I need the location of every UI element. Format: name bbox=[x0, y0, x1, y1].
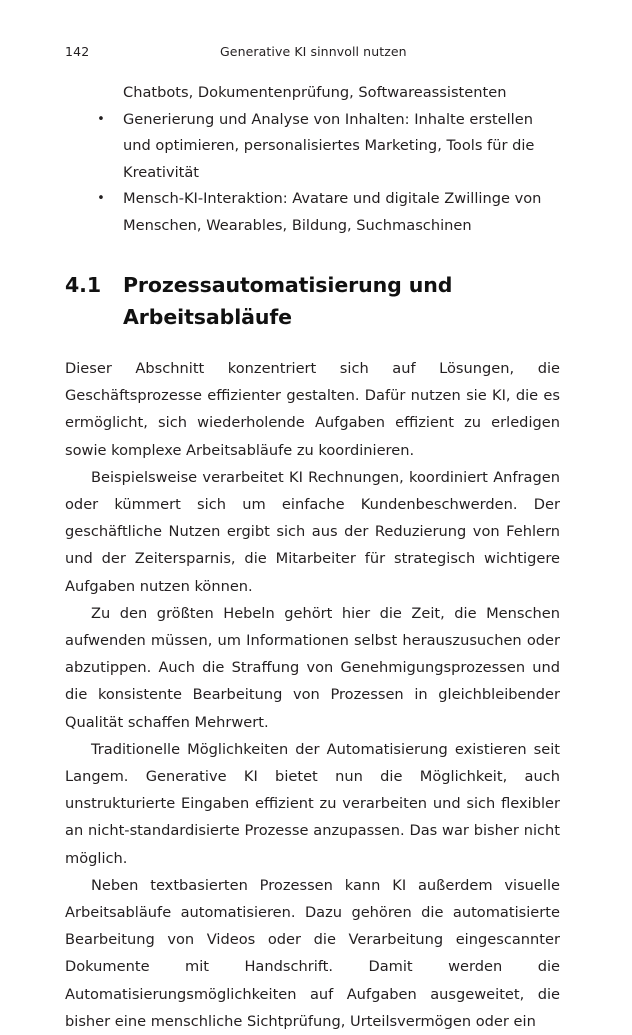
bullet-icon: • bbox=[97, 191, 105, 206]
paragraph: Dieser Abschnitt konzentriert sich auf Lösungen, die Geschäftsprozesse effizienter gestalten. Dafür nutzen sie KI, die es ermöglicht, sich wiederholende Aufgaben effizient zu erledigen sowie komplexe Arbeitsabläufe zu koordinieren. bbox=[65, 360, 560, 459]
section-title: Prozessautomatisierung und Arbeitsabläufe bbox=[123, 273, 453, 329]
section-number: 4.1 bbox=[65, 273, 102, 297]
running-head-title: Generative KI sinnvoll nutzen bbox=[220, 44, 407, 59]
page-number: 142 bbox=[65, 44, 90, 59]
list-item bbox=[97, 107, 560, 187]
paragraph: Beispielsweise verarbeitet KI Rechnungen, koordiniert Anfragen oder kümmert sich um einfache Kundenbeschwerden. Der geschäftliche Nutzen ergibt sich aus der Reduzierung von Fehlern und der Zeitersparnis, die Mitarbeiter für strategisch wichtigere Aufgaben nutzen können. bbox=[65, 468, 560, 595]
page-content bbox=[65, 80, 560, 1035]
list-item-text: Mensch-KI-Interaktion: Avatare und digitale Zwillinge von Menschen, Wearables, Bildung, Suchmaschinen bbox=[123, 190, 542, 234]
running-head bbox=[65, 43, 567, 61]
paragraph: Zu den größten Hebeln gehört hier die Zeit, die Menschen aufwenden müssen, um Informationen selbst herauszusuchen oder abzutippen. Auch die Straffung von Genehmigungsprozessen und die konsistente Bearbeitung von Prozessen in gleichbleibender Qualität schaffen Mehrwert. bbox=[65, 604, 560, 731]
list-item-text: Generierung und Analyse von Inhalten: Inhalte erstellen und optimieren, personalisiertes Marketing, Tools für die Kreativität bbox=[123, 110, 535, 181]
bullet-list bbox=[65, 80, 560, 239]
bullet-icon: • bbox=[97, 111, 105, 127]
section-heading bbox=[65, 269, 560, 333]
list-lead-line: Chatbots, Dokumentenprüfung, Softwareassistenten bbox=[123, 84, 507, 101]
paragraph: Neben textbasierten Prozessen kann KI außerdem visuelle Arbeitsabläufe automatisieren. Dazu gehören die automatisierte Bearbeitung von Videos oder die Verarbeitung eingescannter Dokumente mit Handschrift. Damit werden die Automatisierungsmöglichkeiten auf Aufgaben ausgeweitet, die bisher eine menschliche Sichtprüfung, Urteilsvermögen oder ein bbox=[65, 876, 560, 1030]
list-item bbox=[97, 186, 560, 239]
paragraph: Traditionelle Möglichkeiten der Automatisierung existieren seit Langem. Generative KI bietet nun die Möglichkeit, auch unstrukturierte Eingaben effizient zu verarbeiten und sich flexibler an nicht-standardisierte Prozesse anzupassen. Das war bisher nicht möglich. bbox=[65, 740, 560, 867]
